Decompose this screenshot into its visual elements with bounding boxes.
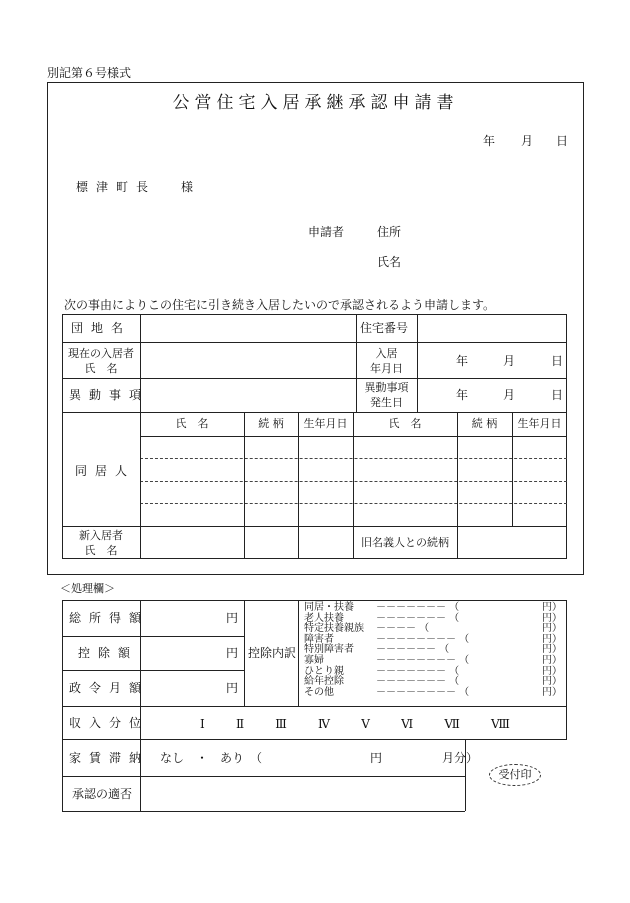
move-in-month: 月 — [503, 354, 516, 368]
page-title: 公営住宅入居承継承認申請書 — [172, 93, 459, 113]
change-year: 年 — [456, 388, 469, 402]
income-class-item: Ⅷ — [491, 717, 510, 731]
income-class-item: Ⅳ — [318, 717, 331, 731]
change-day: 日 — [551, 388, 564, 402]
addressee-name: 標津町長 — [76, 180, 157, 194]
move-in-day: 日 — [551, 354, 564, 368]
income-class-item: Ⅰ — [200, 717, 205, 731]
col-birth-1: 生年月日 — [303, 417, 348, 430]
move-in-date-label: 年月日 — [370, 362, 403, 375]
deduction-detail-label: 控除内訳 — [248, 646, 297, 660]
deduction-yen: 円 — [226, 646, 239, 660]
current-resident-label: 現在の入居者 — [68, 347, 134, 360]
income-class-item: Ⅲ — [275, 717, 287, 731]
deduction-item: ひとり親 －－－－－－－ （ 円） — [304, 665, 562, 677]
current-resident-name: 氏 名 — [84, 362, 118, 375]
change-month: 月 — [503, 388, 516, 402]
cohabitants-label: 同居人 — [75, 464, 136, 478]
date-day: 日 — [556, 134, 569, 148]
processing-label: ＜処理欄＞ — [60, 582, 115, 595]
col-relation-2: 続 柄 — [471, 417, 498, 430]
deduction-item: 特別障害者 －－－－－－ （ 円） — [304, 644, 562, 656]
addressee-honorific: 様 — [181, 180, 194, 194]
rent-arrears-value: なし ・ あり （ 円 月分） — [160, 751, 479, 765]
change-date-sub: 発生日 — [370, 396, 403, 409]
reception-stamp-label: 受付印 — [498, 768, 532, 781]
income-class-label: 収入分位 — [69, 716, 150, 730]
deduction-item: 老人扶養 －－－－－－－ （ 円） — [304, 612, 562, 624]
deduction-item: 同居・扶養 －－－－－－－ （ 円） — [304, 602, 562, 613]
form-label: 別記第６号様式 — [47, 66, 132, 80]
income-class-item: Ⅶ — [444, 717, 460, 731]
deduction-item: 寡婦 －－－－－－－－ （ 円） — [304, 654, 562, 666]
col-name-1: 氏 名 — [175, 417, 209, 430]
statement: 次の事由によりこの住宅に引き続き入居したいので承認されるよう申請します。 — [64, 298, 496, 312]
deduction-label: 控除額 — [78, 646, 139, 660]
monthly-label: 政令月額 — [69, 681, 150, 695]
income-class-item: Ⅵ — [401, 717, 414, 731]
gross-income-yen: 円 — [226, 611, 239, 625]
col-birth-2: 生年月日 — [517, 417, 562, 430]
deduction-list — [304, 603, 562, 698]
deduction-item: 特定扶養親族 －－－－ （ 円） — [304, 623, 562, 635]
date-year: 年 — [483, 134, 496, 148]
income-class-item: Ⅴ — [361, 717, 370, 731]
applicant-label: 申請者 — [308, 225, 345, 239]
new-resident-name: 氏 名 — [84, 544, 118, 557]
applicant-name-label: 氏名 — [377, 255, 402, 269]
applicant-address-label: 住所 — [377, 225, 402, 239]
approval-label: 承認の適否 — [72, 787, 133, 801]
deduction-item: 障害者 －－－－－－－－ （ 円） — [304, 633, 562, 645]
former-relation-label: 旧名義人との続柄 — [361, 536, 449, 549]
col-name-2: 氏 名 — [388, 417, 422, 430]
complex-name-label: 団地名 — [71, 321, 132, 335]
change-item-label: 異動事項 — [69, 388, 150, 402]
house-no-label: 住宅番号 — [360, 321, 409, 335]
rent-arrears-label: 家賃滞納 — [69, 751, 150, 765]
gross-income-label: 総所得額 — [69, 611, 150, 625]
move-in-label: 入居 — [375, 347, 398, 360]
income-class-item: Ⅱ — [235, 717, 245, 731]
income-class-list — [200, 717, 510, 731]
new-resident-label: 新入居者 — [79, 529, 123, 542]
move-in-year: 年 — [456, 354, 469, 368]
deduction-item: その他 －－－－－－－－ （ 円） — [304, 686, 562, 698]
col-relation-1: 続 柄 — [258, 417, 284, 430]
deduction-item: 給年控除 －－－－－－－ （ 円） — [304, 676, 562, 688]
change-date-label: 異動事項 — [364, 381, 409, 394]
monthly-yen: 円 — [226, 681, 239, 695]
date-month: 月 — [521, 134, 534, 148]
